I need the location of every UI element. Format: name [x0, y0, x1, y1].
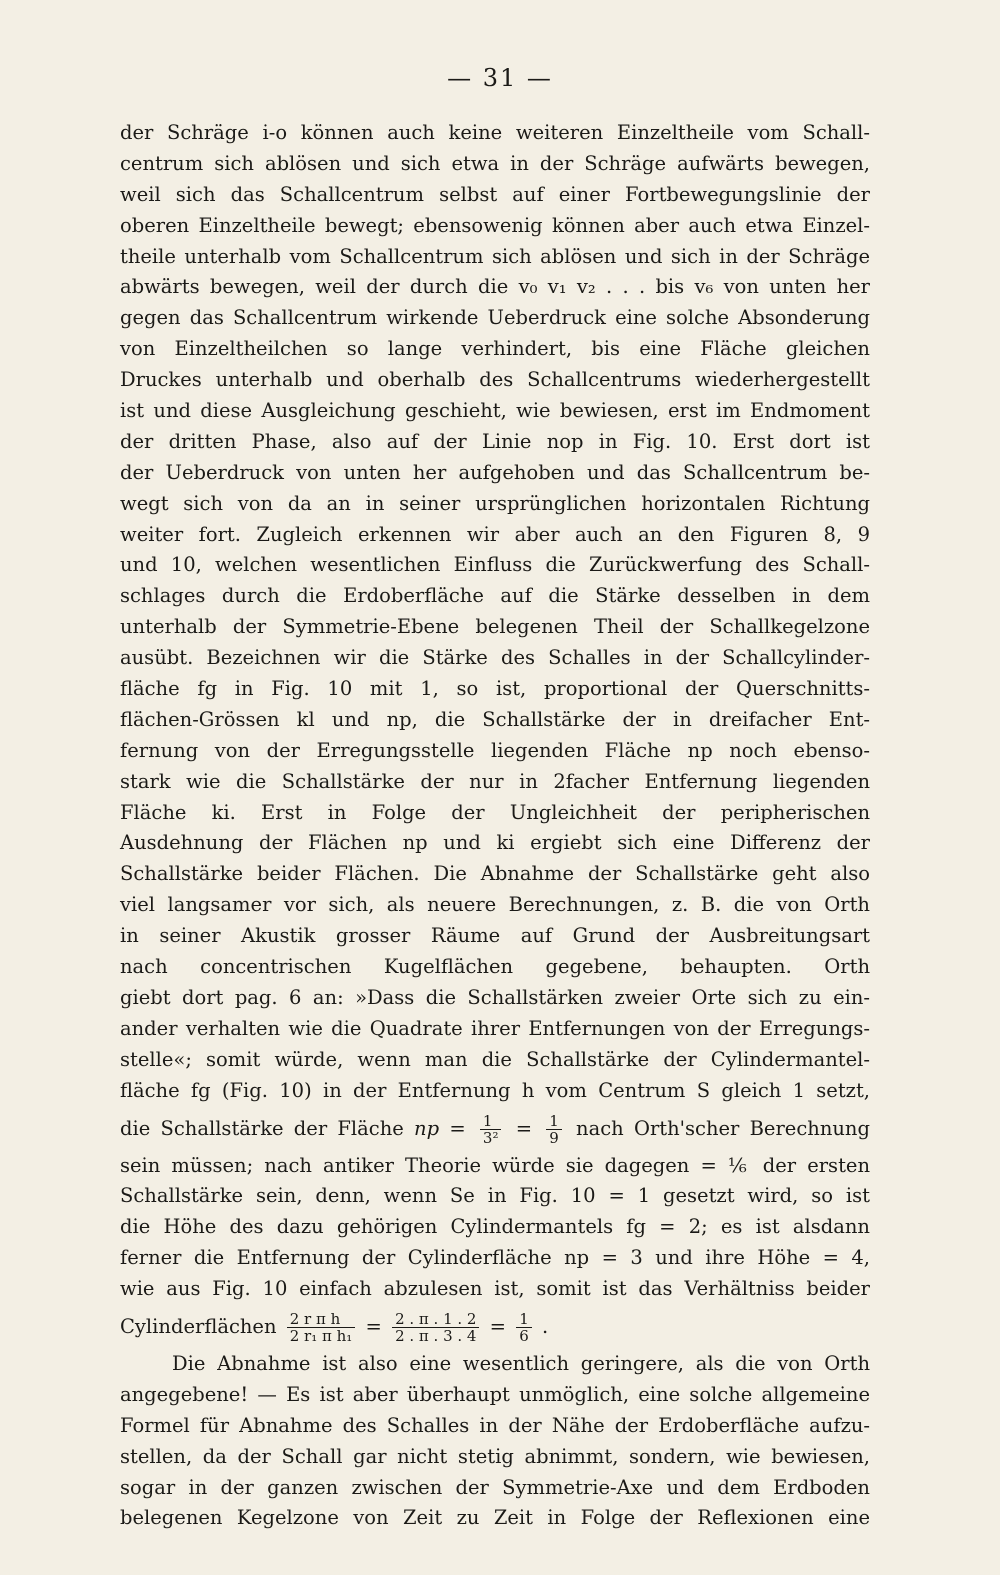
text-line: der Ueberdruck von unten her aufgehoben und das Schallcentrum be- [120, 460, 870, 484]
text-line: stelle«; somit würde, wenn man die Schallstärke der Cylindermantel- [120, 1047, 870, 1071]
text-line: der dritten Phase, also auf der Linie nop in Fig. 10. Erst dort ist [120, 429, 870, 453]
text-line: nach concentrischen Kugelflächen gegebene, behaupten. Orth [120, 955, 870, 979]
text-line: ferner die Entfernung der Cylinderfläche np = 3 und ihre Höhe = 4, [120, 1246, 870, 1270]
text-line: ander verhalten wie die Quadrate ihrer Entfernungen von der Erregungs- [120, 1016, 870, 1040]
text-line: weiter fort. Zugleich erkennen wir aber auch an den Figuren 8, 9 [120, 522, 870, 546]
text-line: fläche fg (Fig. 10) in der Entfernung h vom Centrum S gleich 1 setzt, [120, 1078, 870, 1102]
equation-prefix: Cylinderflächen [120, 1314, 277, 1338]
equation-suffix: nach Orth'scher Berechnung [565, 1116, 870, 1140]
text-line: angegebene! — Es ist aber überhaupt unmöglich, eine solche allgemeine [120, 1382, 870, 1406]
text-line: Schallstärke sein, denn, wenn Se in Fig. 10 = 1 gesetzt wird, so ist [120, 1184, 870, 1208]
text-line: centrum sich ablösen und sich etwa in der Schräge aufwärts bewegen, [120, 151, 870, 175]
fraction-denominator: 3² [482, 1128, 499, 1147]
text-line: Die Abnahme ist also eine wesentlich geringere, als die von Orth [172, 1351, 870, 1375]
text-line: theile unterhalb vom Schallcentrum sich ablösen und sich in der Schräge [120, 244, 870, 268]
text-line: und 10, welchen wesentlichen Einfluss die Zurückwerfung des Schall- [120, 553, 870, 577]
text-line: abwärts bewegen, weil der durch die v₀ v₁ v₂ . . . bis v₆ von unten her [120, 275, 870, 299]
fraction-numerator: 2 . π . 1 . 2 [392, 1311, 479, 1328]
text-line: unterhalb der Symmetrie-Ebene belegenen Theil der Schallkegelzone [120, 615, 870, 639]
fraction-denominator: 9 [549, 1128, 559, 1147]
text-line: fernung von der Erregungsstelle liegenden Fläche np noch ebenso- [120, 738, 870, 762]
text-line: ist und diese Ausgleichung geschieht, wie bewiesen, erst im Endmoment [120, 399, 870, 423]
equation-variable: np [414, 1116, 440, 1140]
equation-prefix: die Schallstärke der Fläche [120, 1116, 415, 1140]
text-line: schlages durch die Erdoberfläche auf die Stärke desselben in dem [120, 584, 870, 608]
text-line: sogar in der ganzen zwischen der Symmetrie-Axe und dem Erdboden [120, 1475, 870, 1499]
fraction-numerator: 1 [480, 1113, 502, 1130]
fraction-numerator: 1 [546, 1113, 562, 1130]
page-number: — 31 — [447, 64, 553, 92]
text-line: in seiner Akustik grosser Räume auf Grund der Ausbreitungsart [120, 924, 870, 948]
text-line: belegenen Kegelzone von Zeit zu Zeit in Folge der Reflexionen eine [120, 1506, 870, 1530]
fraction [480, 1113, 502, 1146]
text-line: Schallstärke beider Flächen. Die Abnahme der Schallstärke geht also [120, 862, 870, 886]
fraction-denominator: 2 r₁ π h₁ [289, 1326, 353, 1345]
text-line: Ausdehnung der Flächen np und ki ergiebt sich eine Differenz der [120, 831, 870, 855]
fraction-denominator: 6 [519, 1326, 529, 1345]
text-line: Fläche ki. Erst in Folge der Ungleichheit der peripherischen [120, 800, 870, 824]
fraction-numerator: 1 [516, 1311, 532, 1328]
text-line: Druckes unterhalb und oberhalb des Schallcentrums wiederhergestellt [120, 368, 870, 392]
fraction [546, 1113, 562, 1146]
text-line: oberen Einzeltheile bewegt; ebensowenig können aber auch etwa Einzel- [120, 213, 870, 237]
text-line: flächen-Grössen kl und np, die Schallstärke der in dreifacher Ent- [120, 707, 870, 731]
text-line: wegt sich von da an in seiner ursprünglichen horizontalen Richtung [120, 491, 870, 515]
text-line: wie aus Fig. 10 einfach abzulesen ist, somit ist das Verhältniss beider [120, 1277, 870, 1301]
text-line: weil sich das Schallcentrum selbst auf einer Fortbewegungslinie der [120, 182, 870, 206]
text-line: der Schräge i-o können auch keine weiteren Einzeltheile vom Schall- [120, 121, 870, 144]
text-line: sein müssen; nach antiker Theorie würde sie dagegen = ⅙ der ersten [120, 1153, 870, 1177]
text-line: die Höhe des dazu gehörigen Cylindermantels fg = 2; es ist alsdann [120, 1215, 870, 1239]
fraction-denominator: 2 . π . 3 . 4 [395, 1326, 477, 1345]
fraction [287, 1311, 356, 1344]
text-line: fläche fg in Fig. 10 mit 1, so ist, proportional der Querschnitts- [120, 677, 870, 701]
text-line: ausübt. Bezeichnen wir die Stärke des Schalles in der Schallcylinder- [120, 646, 870, 670]
equation-line-ratio: Cylinderflächen $\frac{\text{2 r π h}}{\text{2 r₁ π h₁}}$ = $\frac{2 . \pi . 1 . 2}{2 . \pi . 3 . 4}$ = $\frac{1}{6}$ . [120, 1309, 549, 1345]
fraction [516, 1311, 532, 1344]
text-line: von Einzeltheilchen so lange verhindert, bis eine Fläche gleichen [120, 337, 870, 361]
text-line: stark wie die Schallstärke der nur in 2facher Entfernung liegenden [120, 769, 870, 793]
text-line: giebt dort pag. 6 an: »Dass die Schallstärken zweier Orte sich zu ein- [120, 985, 870, 1009]
text-line: viel langsamer vor sich, als neuere Berechnungen, z. B. die von Orth [120, 893, 870, 917]
text-line: gegen das Schallcentrum wirkende Ueberdruck eine solche Absonderung [120, 306, 870, 330]
text-line: stellen, da der Schall gar nicht stetig abnimmt, sondern, wie bewiesen, [120, 1444, 870, 1468]
body-text [120, 118, 870, 1534]
text-line: Formel für Abnahme des Schalles in der Nähe der Erdoberfläche aufzu- [120, 1413, 870, 1437]
fraction-numerator: 2 r π h [287, 1311, 356, 1328]
fraction [392, 1311, 479, 1344]
equation-line-orth: die Schallstärke der Fläche np = $\frac{1}{\text{3²}}$ = $\frac{1}{9}$ nach Orth'scher Berechnung [120, 1111, 870, 1147]
